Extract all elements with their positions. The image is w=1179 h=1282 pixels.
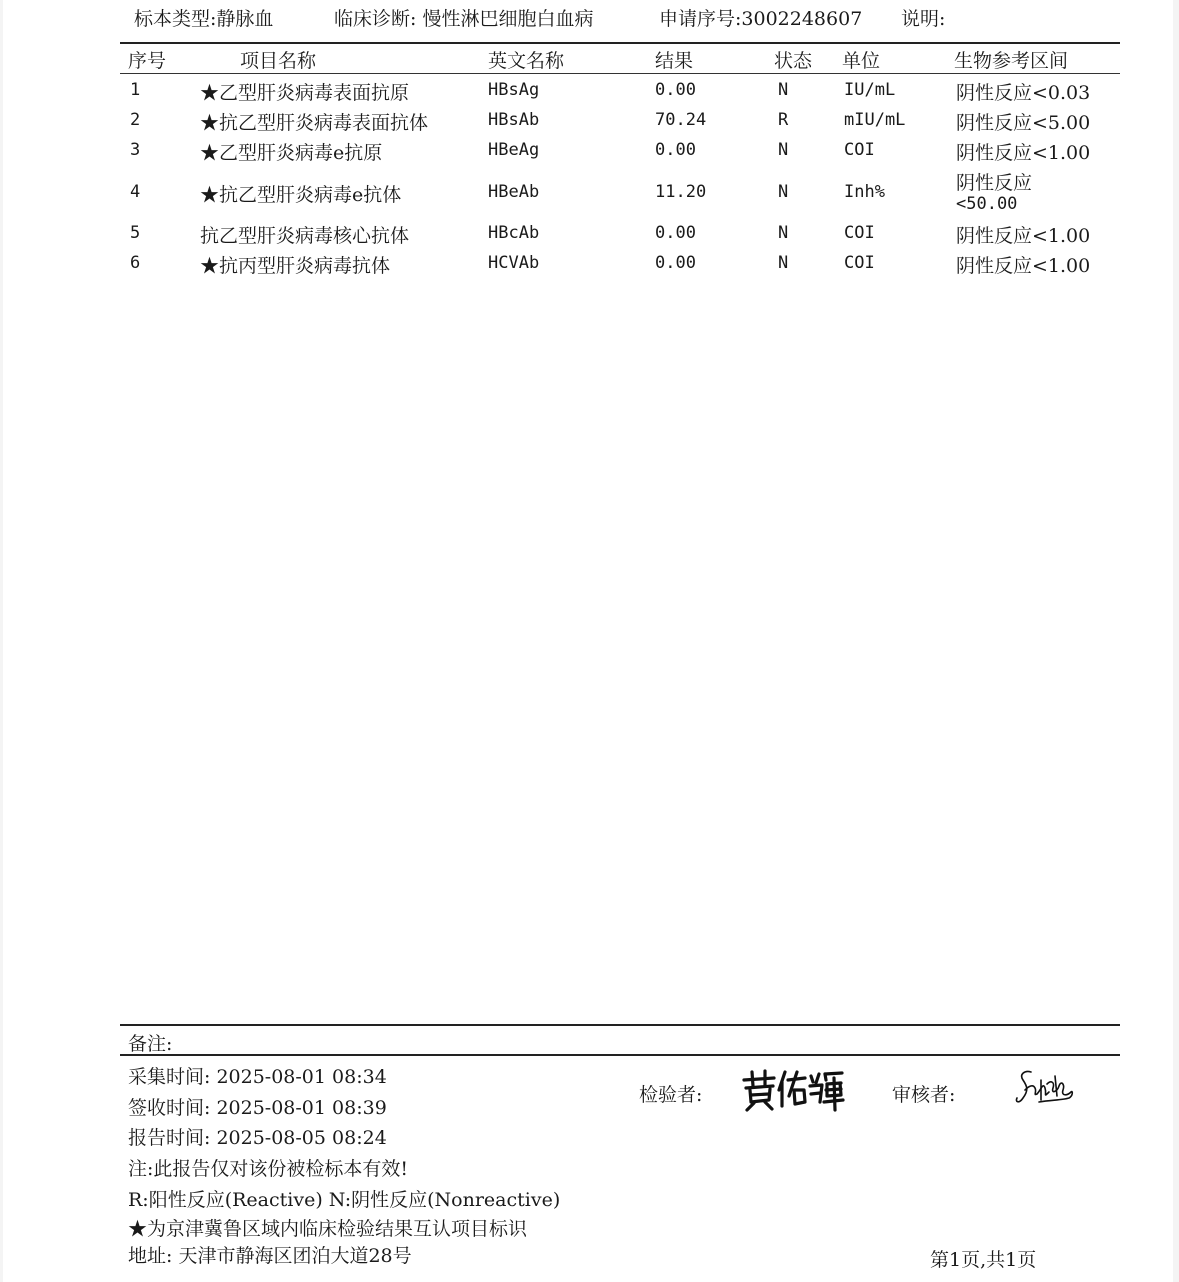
item-reference: 阴性反应<1.00 [956, 142, 1091, 164]
tester-label: 检验者: [639, 1084, 703, 1106]
request-number: 申请序号:3002248607 [659, 8, 863, 30]
item-result: 0.00 [655, 140, 696, 160]
item-result: 11.20 [655, 182, 707, 202]
item-english: HBeAb [488, 182, 540, 202]
col-header-result: 结果 [655, 50, 694, 72]
item-unit: mIU/mL [844, 110, 906, 130]
row-number: 2 [130, 110, 141, 130]
item-english: HBcAb [488, 223, 540, 243]
validity-note: 注:此报告仅对该份被检标本有效! [128, 1158, 409, 1180]
table-header-rule [120, 73, 1120, 74]
col-header-english: 英文名称 [488, 50, 565, 72]
col-header-status: 状态 [774, 50, 813, 72]
item-result: 0.00 [655, 80, 696, 100]
item-unit: IU/mL [844, 80, 896, 100]
remarks-label: 备注: [128, 1033, 173, 1055]
row-number: 3 [130, 140, 141, 160]
footer-top-rule [120, 1024, 1120, 1026]
row-number: 6 [130, 253, 141, 273]
item-english: HBsAb [488, 110, 540, 130]
item-name: ★抗乙型肝炎病毒表面抗体 [200, 112, 429, 134]
note-label: 说明: [901, 8, 946, 30]
status-legend: R:阳性反应(Reactive) N:阴性反应(Nonreactive) [128, 1189, 561, 1211]
item-unit: Inh% [844, 182, 885, 202]
item-status: R [778, 110, 789, 130]
tester-signature-image [741, 1066, 845, 1112]
item-name: 抗乙型肝炎病毒核心抗体 [200, 225, 410, 247]
item-status: N [778, 80, 789, 100]
item-status: N [778, 182, 789, 202]
row-number: 5 [130, 223, 141, 243]
row-number: 4 [130, 182, 141, 202]
item-english: HBsAg [488, 80, 540, 100]
item-reference: 阴性反应<1.00 [956, 225, 1091, 247]
table-top-rule [120, 42, 1120, 44]
reviewer-signature-image [1011, 1066, 1077, 1108]
item-status: N [778, 253, 789, 273]
item-reference: 阴性反应<1.00 [956, 255, 1091, 277]
item-english: HCVAb [488, 253, 540, 273]
item-unit: COI [844, 223, 875, 243]
item-reference-line2: <50.00 [956, 194, 1018, 214]
specimen-type: 标本类型:静脉血 [134, 8, 274, 30]
item-result: 0.00 [655, 253, 696, 273]
item-english: HBeAg [488, 140, 540, 160]
star-note: ★为京津冀鲁区域内临床检验结果互认项目标识 [128, 1218, 528, 1240]
item-result: 70.24 [655, 110, 707, 130]
col-header-no: 序号 [128, 50, 167, 72]
col-header-reference: 生物参考区间 [954, 50, 1069, 72]
report-time: 报告时间: 2025-08-05 08:24 [128, 1127, 387, 1149]
row-number: 1 [130, 80, 141, 100]
reviewer-label: 审核者: [892, 1084, 956, 1106]
lab-report-page [3, 0, 1173, 1282]
item-reference: 阴性反应 [956, 172, 1033, 194]
col-header-name: 项目名称 [240, 50, 317, 72]
item-name: ★抗乙型肝炎病毒e抗体 [200, 184, 402, 206]
lab-address: 地址: 天津市静海区团泊大道28号 [128, 1245, 412, 1267]
item-name: ★乙型肝炎病毒表面抗原 [200, 82, 410, 104]
collect-time: 采集时间: 2025-08-01 08:34 [128, 1066, 387, 1088]
receive-time: 签收时间: 2025-08-01 08:39 [128, 1097, 387, 1119]
item-name: ★乙型肝炎病毒e抗原 [200, 142, 383, 164]
item-result: 0.00 [655, 223, 696, 243]
footer-remarks-rule [120, 1054, 1120, 1056]
item-unit: COI [844, 253, 875, 273]
item-unit: COI [844, 140, 875, 160]
page-info: 第1页,共1页 [930, 1249, 1037, 1271]
item-name: ★抗丙型肝炎病毒抗体 [200, 255, 391, 277]
item-status: N [778, 140, 789, 160]
col-header-unit: 单位 [842, 50, 881, 72]
item-status: N [778, 223, 789, 243]
item-reference: 阴性反应<5.00 [956, 112, 1091, 134]
item-reference: 阴性反应<0.03 [956, 82, 1091, 104]
clinical-diagnosis: 临床诊断: 慢性淋巴细胞白血病 [334, 8, 594, 30]
